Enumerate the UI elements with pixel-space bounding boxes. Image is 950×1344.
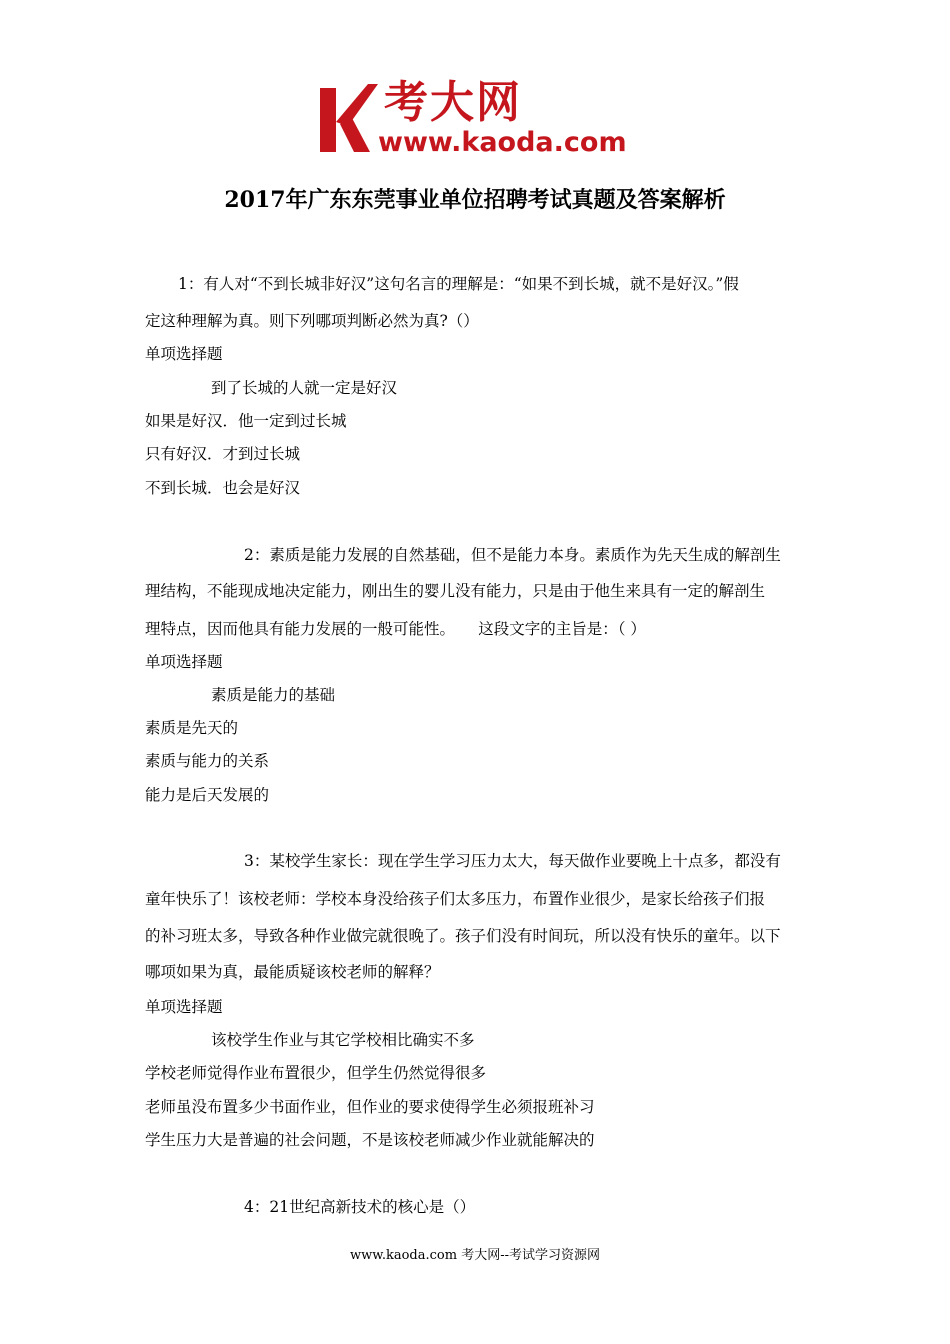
question-1-type: 单项选择题 <box>145 345 223 363</box>
question-3-stem-line-3: 的补习班太多，导致各种作业做完就很晚了。孩子们没有时间玩，所以没有快乐的童年。以下 <box>145 927 781 945</box>
question-2-option-d: 能力是后天发展的 <box>145 786 270 804</box>
question-3-stem-line-4: 哪项如果为真，最能质疑该校老师的解释？ <box>145 963 440 981</box>
question-3-stem-line-1: 3：某校学生家长：现在学生学习压力太大，每天做作业要晚上十点多，都没有 <box>244 852 781 870</box>
page-footer: www.kaoda.com 考大网--考试学习资源网 <box>350 1248 600 1263</box>
question-1-stem-line-2: 定这种理解为真。则下列哪项判断必然为真?（） <box>145 312 479 330</box>
logo-brand-url: www.kaoda.com <box>378 127 627 158</box>
question-1-stem-line-1: 1：有人对“不到长城非好汉”这句名言的理解是：“如果不到长城，就不是好汉。”假 <box>178 275 739 293</box>
question-1-option-c: 只有好汉．才到过长城 <box>145 445 301 463</box>
question-2-option-c: 素质与能力的关系 <box>145 752 270 770</box>
question-2-stem-line-1: 2：素质是能力发展的自然基础，但不是能力本身。素质作为先天生成的解剖生 <box>244 546 781 564</box>
question-1-option-b: 如果是好汉．他一定到过长城 <box>145 412 347 430</box>
document-title: 2017年广东东莞事业单位招聘考试真题及答案解析 <box>224 187 726 213</box>
question-3-stem-line-2: 童年快乐了！该校老师：学校本身没给孩子们太多压力，布置作业很少，是家长给孩子们报 <box>145 890 766 908</box>
question-2-stem-line-2: 理结构，不能现成地决定能力，刚出生的婴儿没有能力，只是由于他生来具有一定的解剖生 <box>145 582 766 600</box>
question-2-option-b: 素质是先天的 <box>145 719 239 737</box>
k-logo-icon <box>318 82 378 156</box>
question-3-type: 单项选择题 <box>145 998 223 1016</box>
question-4-stem-line-1: 4：21世纪高新技术的核心是（） <box>244 1198 476 1216</box>
question-1-option-d: 不到长城．也会是好汉 <box>145 479 301 497</box>
question-2-stem-line-3: 理特点，因而他具有能力发展的一般可能性。 这段文字的主旨是：（ ） <box>145 620 646 638</box>
question-3-option-d: 学生压力大是普遍的社会问题，不是该校老师减少作业就能解决的 <box>145 1131 595 1149</box>
question-1-option-a: 到了长城的人就一定是好汉 <box>211 379 398 397</box>
question-3-option-a: 该校学生作业与其它学校相比确实不多 <box>211 1031 475 1049</box>
kaoda-logo <box>318 78 638 160</box>
question-2-type: 单项选择题 <box>145 653 223 671</box>
question-2-option-a: 素质是能力的基础 <box>211 686 336 704</box>
logo-brand-name: 考大网 <box>384 77 522 128</box>
question-3-option-b: 学校老师觉得作业布置很少，但学生仍然觉得很多 <box>145 1064 487 1082</box>
question-3-option-c: 老师虽没布置多少书面作业，但作业的要求使得学生必须报班补习 <box>145 1098 595 1116</box>
